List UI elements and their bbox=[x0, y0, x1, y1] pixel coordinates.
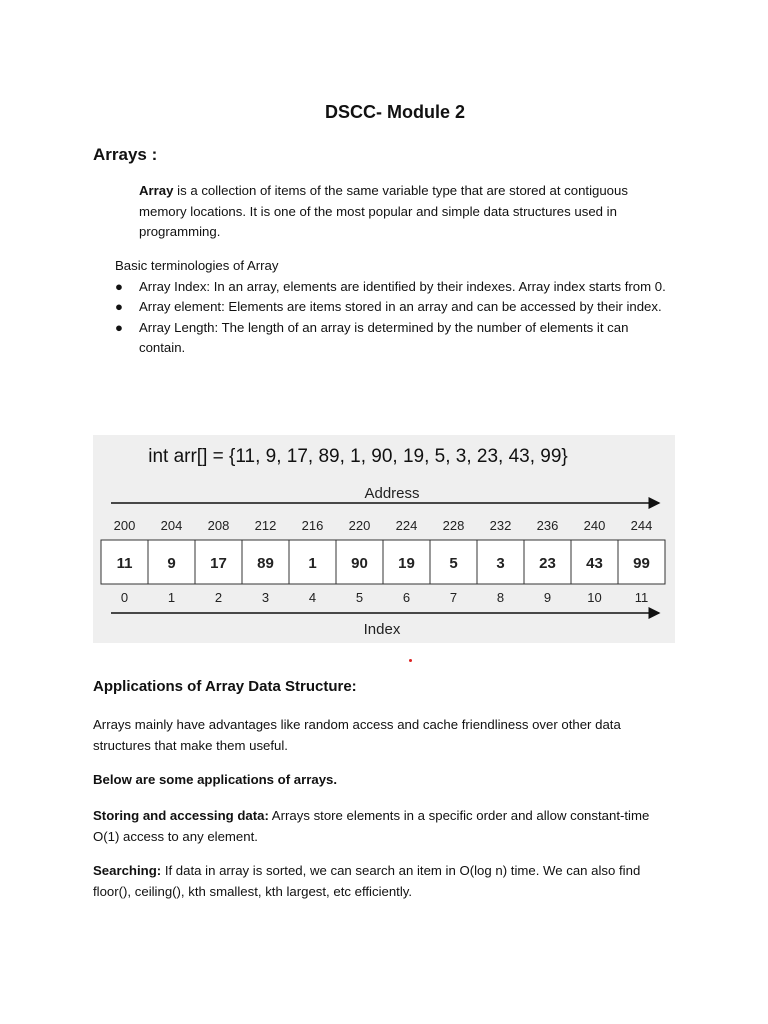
address-value: 232 bbox=[489, 518, 512, 533]
address-value: 228 bbox=[442, 518, 465, 533]
array-cell-value: 9 bbox=[167, 555, 176, 572]
array-diagram-svg bbox=[93, 435, 675, 643]
index-value: 5 bbox=[355, 590, 364, 605]
index-value: 8 bbox=[496, 590, 505, 605]
address-label: Address bbox=[364, 485, 420, 502]
array-cell-value: 90 bbox=[351, 555, 368, 572]
searching-text: If data in array is sorted, we can search an item in O(log n) time. We can also find floor(), ceiling(), kth smallest, kth largest, etc efficiently. bbox=[93, 863, 641, 899]
array-definition bbox=[139, 181, 679, 243]
storing-paragraph bbox=[93, 806, 673, 847]
array-term: Array bbox=[139, 183, 174, 198]
index-value: 9 bbox=[543, 590, 552, 605]
array-code-line: int arr[] = {11, 9, 17, 89, 1, 90, 19, 5, 3, 23, 43, 99} bbox=[148, 446, 568, 467]
array-cell-value: 23 bbox=[539, 555, 556, 572]
address-value: 212 bbox=[254, 518, 277, 533]
arrays-heading: Arrays : bbox=[93, 145, 158, 164]
list-item-text: Array element: Elements are items stored in an array and can be accessed by their index. bbox=[139, 299, 662, 314]
terminology-intro: Basic terminologies of Array bbox=[115, 258, 279, 273]
stray-mark bbox=[409, 659, 412, 662]
array-cell-value: 11 bbox=[116, 555, 133, 572]
index-value: 3 bbox=[261, 590, 270, 605]
index-value: 2 bbox=[214, 590, 223, 605]
applications-heading: Applications of Array Data Structure: bbox=[93, 678, 357, 695]
list-item bbox=[115, 297, 675, 318]
terminology-block bbox=[115, 256, 675, 359]
address-value: 208 bbox=[207, 518, 230, 533]
address-value: 200 bbox=[113, 518, 136, 533]
index-value: 1 bbox=[167, 590, 176, 605]
storing-term: Storing and accessing data: bbox=[93, 808, 269, 823]
address-value: 216 bbox=[301, 518, 324, 533]
array-cell-value: 43 bbox=[586, 555, 603, 572]
index-value: 7 bbox=[449, 590, 458, 605]
searching-paragraph bbox=[93, 861, 673, 902]
bullet-icon: ● bbox=[115, 319, 123, 335]
page-title: DSCC- Module 2 bbox=[324, 102, 465, 122]
array-cell-value: 17 bbox=[210, 555, 227, 572]
array-cell-value: 19 bbox=[398, 555, 415, 572]
list-item bbox=[115, 318, 675, 359]
searching-term: Searching: bbox=[93, 863, 162, 878]
index-value: 0 bbox=[120, 590, 129, 605]
address-value: 236 bbox=[536, 518, 559, 533]
address-value: 224 bbox=[395, 518, 418, 533]
index-row bbox=[121, 590, 648, 605]
bullet-icon: ● bbox=[115, 299, 123, 314]
address-value: 244 bbox=[630, 518, 653, 533]
array-cells bbox=[101, 540, 665, 584]
array-cell-value: 1 bbox=[308, 555, 317, 572]
storing-text: Arrays store elements in a specific order and allow constant-time O(1) access to any element. bbox=[93, 808, 650, 844]
array-cell-value: 3 bbox=[496, 555, 505, 572]
applications-list-heading: Below are some applications of arrays. bbox=[93, 772, 338, 787]
list-item-text: Array Index: In an array, elements are identified by their indexes. Array index starts from 0. bbox=[139, 278, 666, 294]
index-value: 4 bbox=[308, 590, 317, 605]
array-cell-value: 99 bbox=[633, 555, 650, 572]
index-value: 10 bbox=[587, 590, 602, 605]
list-item bbox=[115, 277, 675, 298]
address-row bbox=[114, 518, 653, 533]
index-label: Index bbox=[363, 621, 401, 638]
terminology-list bbox=[115, 277, 675, 359]
array-cell-value: 5 bbox=[449, 555, 458, 572]
array-diagram bbox=[93, 435, 675, 643]
array-definition-text: is a collection of items of the same variable type that are stored at contiguous memory locations. It is one of the most popular and simple data structures used in programming. bbox=[139, 183, 628, 239]
index-value: 6 bbox=[402, 590, 411, 605]
address-value: 204 bbox=[160, 518, 183, 533]
bullet-icon: ● bbox=[115, 278, 123, 294]
address-value: 240 bbox=[583, 518, 606, 533]
list-item-text: Array Length: The length of an array is determined by the number of elements it can contain. bbox=[139, 319, 629, 355]
index-value: 11 bbox=[634, 590, 649, 605]
address-value: 220 bbox=[348, 518, 371, 533]
array-cell-value: 89 bbox=[257, 555, 274, 572]
applications-intro: Arrays mainly have advantages like random access and cache friendliness over other data structures that make them useful. bbox=[93, 717, 621, 753]
